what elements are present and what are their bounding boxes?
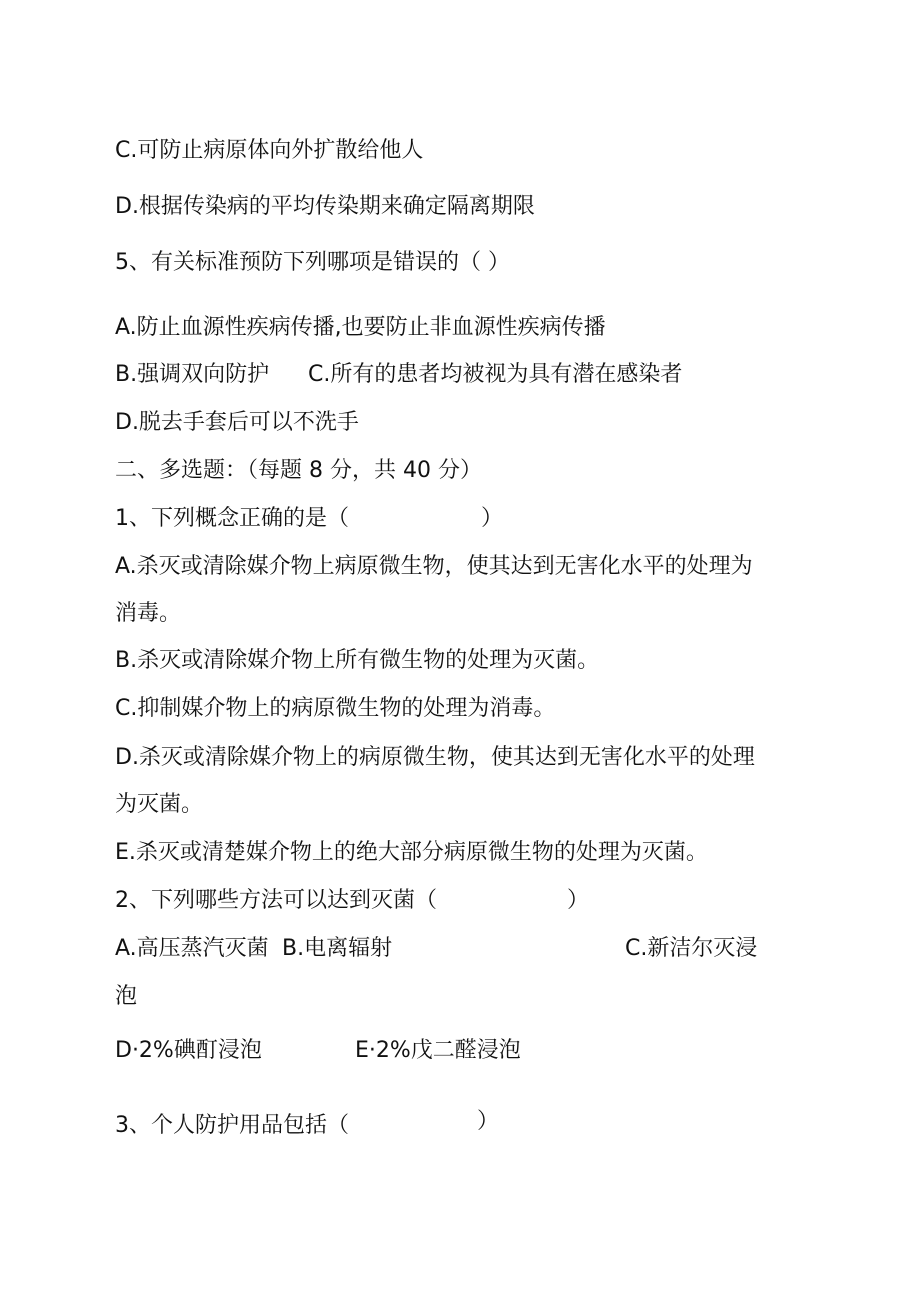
q4-option-d: D.根据传染病的平均传染期来确定隔离期限 bbox=[115, 194, 535, 219]
m2-close-paren: ） bbox=[567, 888, 590, 913]
m1-option-b: B.杀灭或清除媒介物上所有微生物的处理为灭菌。 bbox=[115, 648, 600, 673]
m1-option-c: C.抑制媒介物上的病原微生物的处理为消毒。 bbox=[115, 696, 556, 721]
m2-options-de bbox=[115, 1036, 815, 1066]
m2-stem: 2、下列哪些方法可以达到灭菌（ bbox=[115, 888, 437, 913]
section2-title: 二、多选题：（每题 8 分，共 40 分） bbox=[115, 458, 482, 483]
m1-stem-row bbox=[115, 504, 815, 534]
m2-option-a: A.高压蒸汽灭菌 bbox=[115, 936, 269, 961]
m2-option-c-line2: 泡 bbox=[115, 984, 138, 1009]
m2-option-d: D·2%碘酊浸泡 bbox=[115, 1038, 262, 1063]
q5-stem: 5、有关标准预防下列哪项是错误的（ ） bbox=[115, 250, 510, 275]
q5-option-c: C.所有的患者均被视为具有潜在感染者 bbox=[308, 362, 683, 387]
m1-option-a-line1: A.杀灭或清除媒介物上病原微生物，使其达到无害化水平的处理为 bbox=[115, 554, 753, 579]
m1-option-a-line2: 消毒。 bbox=[115, 601, 182, 626]
m1-option-d-line2: 为灭菌。 bbox=[115, 792, 204, 817]
m2-options-abc bbox=[115, 934, 815, 964]
m2-option-e: E·2%戊二醛浸泡 bbox=[355, 1038, 521, 1063]
m3-close-paren: ） bbox=[477, 1109, 500, 1134]
m2-option-b: B.电离辐射 bbox=[282, 936, 393, 961]
q5-option-b: B.强调双向防护 bbox=[115, 362, 270, 387]
m1-close-paren: ） bbox=[481, 506, 504, 531]
m3-stem-row bbox=[115, 1111, 815, 1141]
m2-option-c-line1: C.新洁尔灭浸 bbox=[625, 936, 758, 961]
m1-option-e: E.杀灭或清楚媒介物上的绝大部分病原微生物的处理为灭菌。 bbox=[115, 840, 708, 865]
q5-options-bc bbox=[115, 360, 815, 390]
m1-option-d-line1: D.杀灭或清除媒介物上的病原微生物，使其达到无害化水平的处理 bbox=[115, 745, 755, 770]
q5-option-d: D.脱去手套后可以不洗手 bbox=[115, 410, 359, 435]
m1-stem: 1、下列概念正确的是（ bbox=[115, 506, 349, 531]
q4-option-c: C.可防止病原体向外扩散给他人 bbox=[115, 138, 424, 163]
m2-stem-row bbox=[115, 886, 815, 916]
m3-stem: 3、个人防护用品包括（ bbox=[115, 1113, 349, 1138]
q5-option-a: A.防止血源性疾病传播,也要防止非血源性疾病传播 bbox=[115, 315, 606, 340]
